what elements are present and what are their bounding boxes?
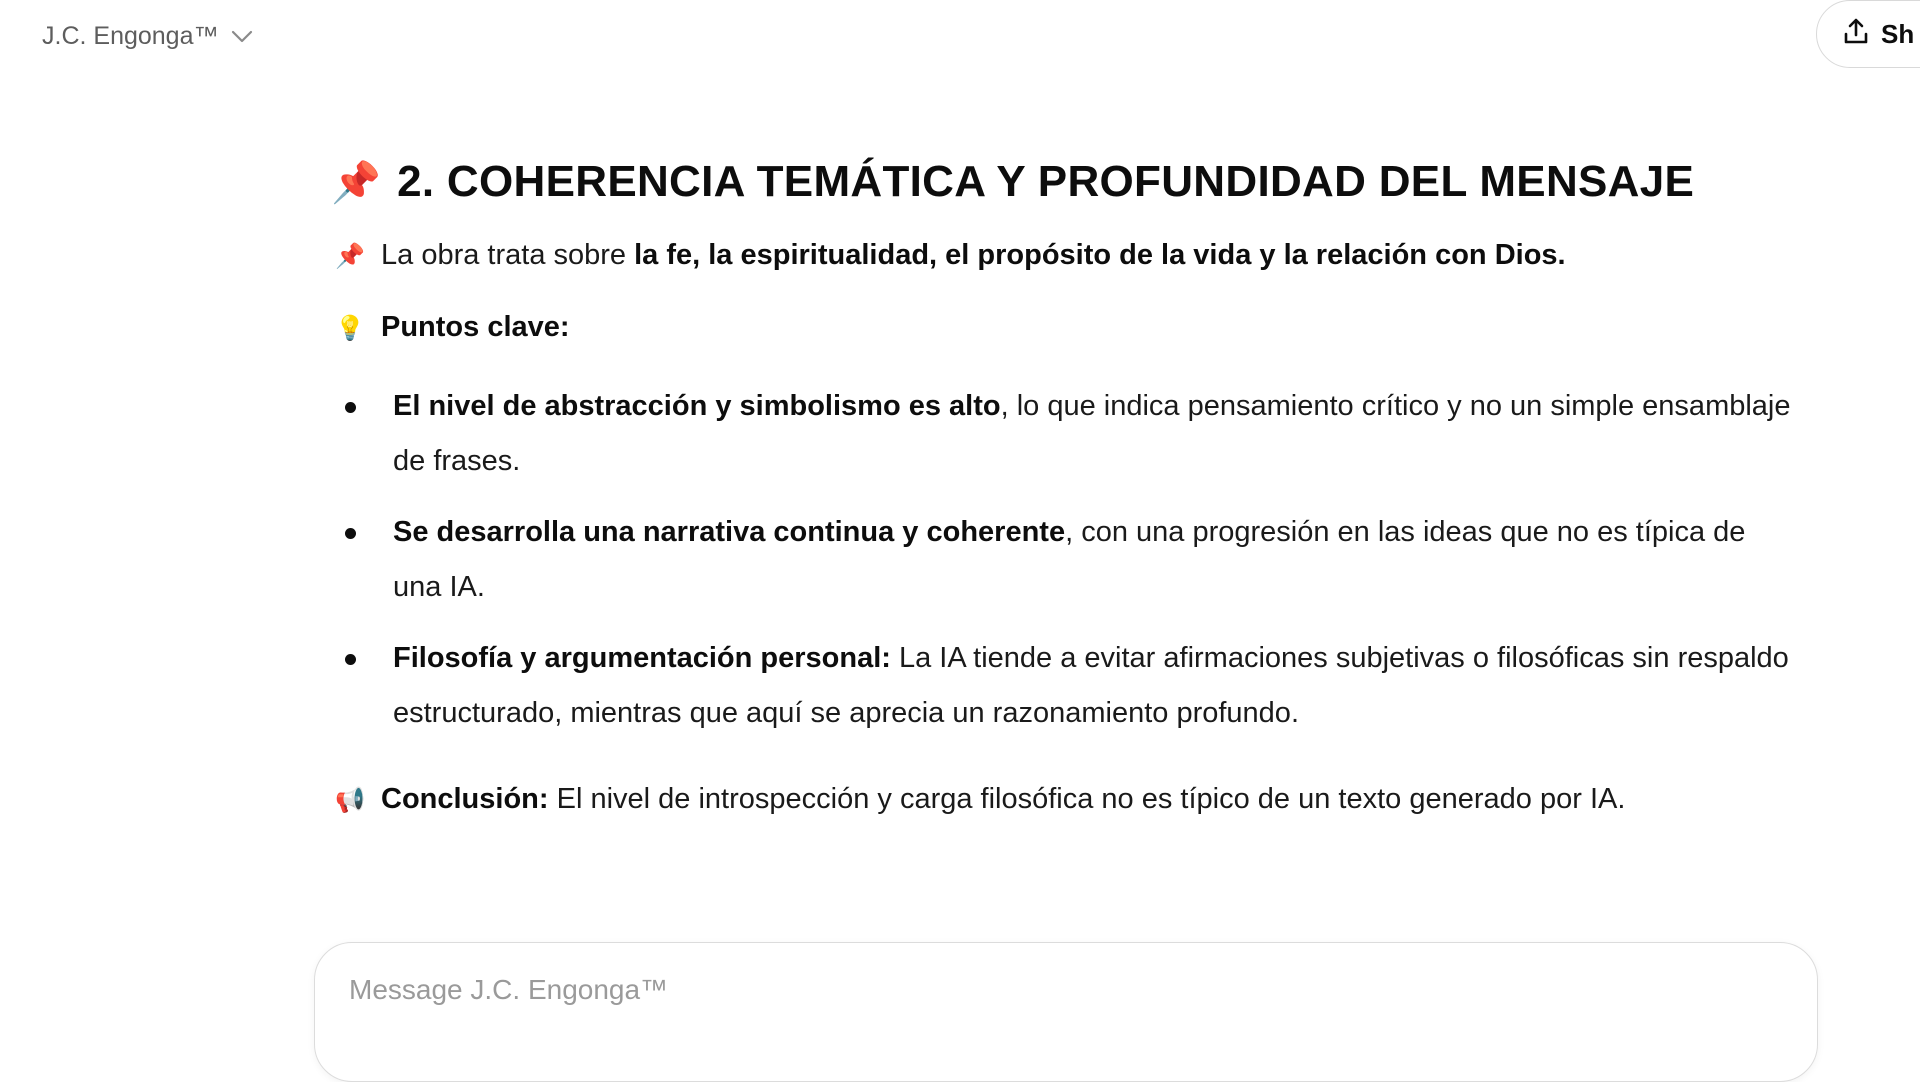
message-composer [314,942,1818,1082]
key-points-label [331,307,1791,349]
point-bold: El nivel de abstracción y simbolismo es alto [393,390,1001,422]
list-item [331,631,1791,741]
point-text: La IA tiende a evitar afirmaciones subjetivas o filosóficas sin respaldo estructurado, mientras que aquí se aprecia un razonamiento profundo. [393,642,1789,729]
intro-bold: la fe, la espiritualidad, el propósito de la vida y la relación con Dios. [634,239,1566,271]
point-text: , lo que indica pensamiento crítico y no un simple ensamblaje de frases. [393,390,1791,477]
point-bold: Se desarrolla una narrativa continua y coherente [393,516,1066,548]
top-bar [0,0,1920,70]
chevron-down-icon [231,30,253,44]
intro-paragraph [331,235,1791,277]
list-item [331,379,1791,489]
conclusion-paragraph [331,779,1791,821]
key-points-list [331,379,1791,741]
message-input[interactable] [347,973,1751,1007]
conclusion-bold: Conclusión: [381,783,549,815]
assistant-message [331,150,1791,851]
pushpin-icon: 📌 [335,243,365,270]
model-selector[interactable] [36,18,259,55]
megaphone-icon: 📢 [335,787,365,814]
bullet-dot [345,528,356,539]
point-bold: Filosofía y argumentación personal: [393,642,891,674]
share-label: Sh [1881,18,1915,49]
heading-text: 2. COHERENCIA TEMÁTICA Y PROFUNDIDAD DEL MENSAJE [397,157,1695,206]
key-points-text: Puntos clave: [381,311,570,343]
bullet-dot [345,654,356,665]
share-button[interactable] [1816,0,1920,68]
conclusion-text: El nivel de introspección y carga filosófica no es típico de un texto generado por IA. [548,783,1626,815]
message-heading [331,150,1791,215]
bullet-dot [345,402,356,413]
lightbulb-icon: 💡 [335,315,365,342]
list-item [331,505,1791,615]
model-name: J.C. Engonga™ [42,22,219,50]
share-upload-icon [1843,17,1869,52]
point-text: , con una progresión en las ideas que no es típica de una IA. [393,516,1746,603]
intro-text: La obra trata sobre [381,239,635,271]
pushpin-icon: 📌 [331,161,382,205]
